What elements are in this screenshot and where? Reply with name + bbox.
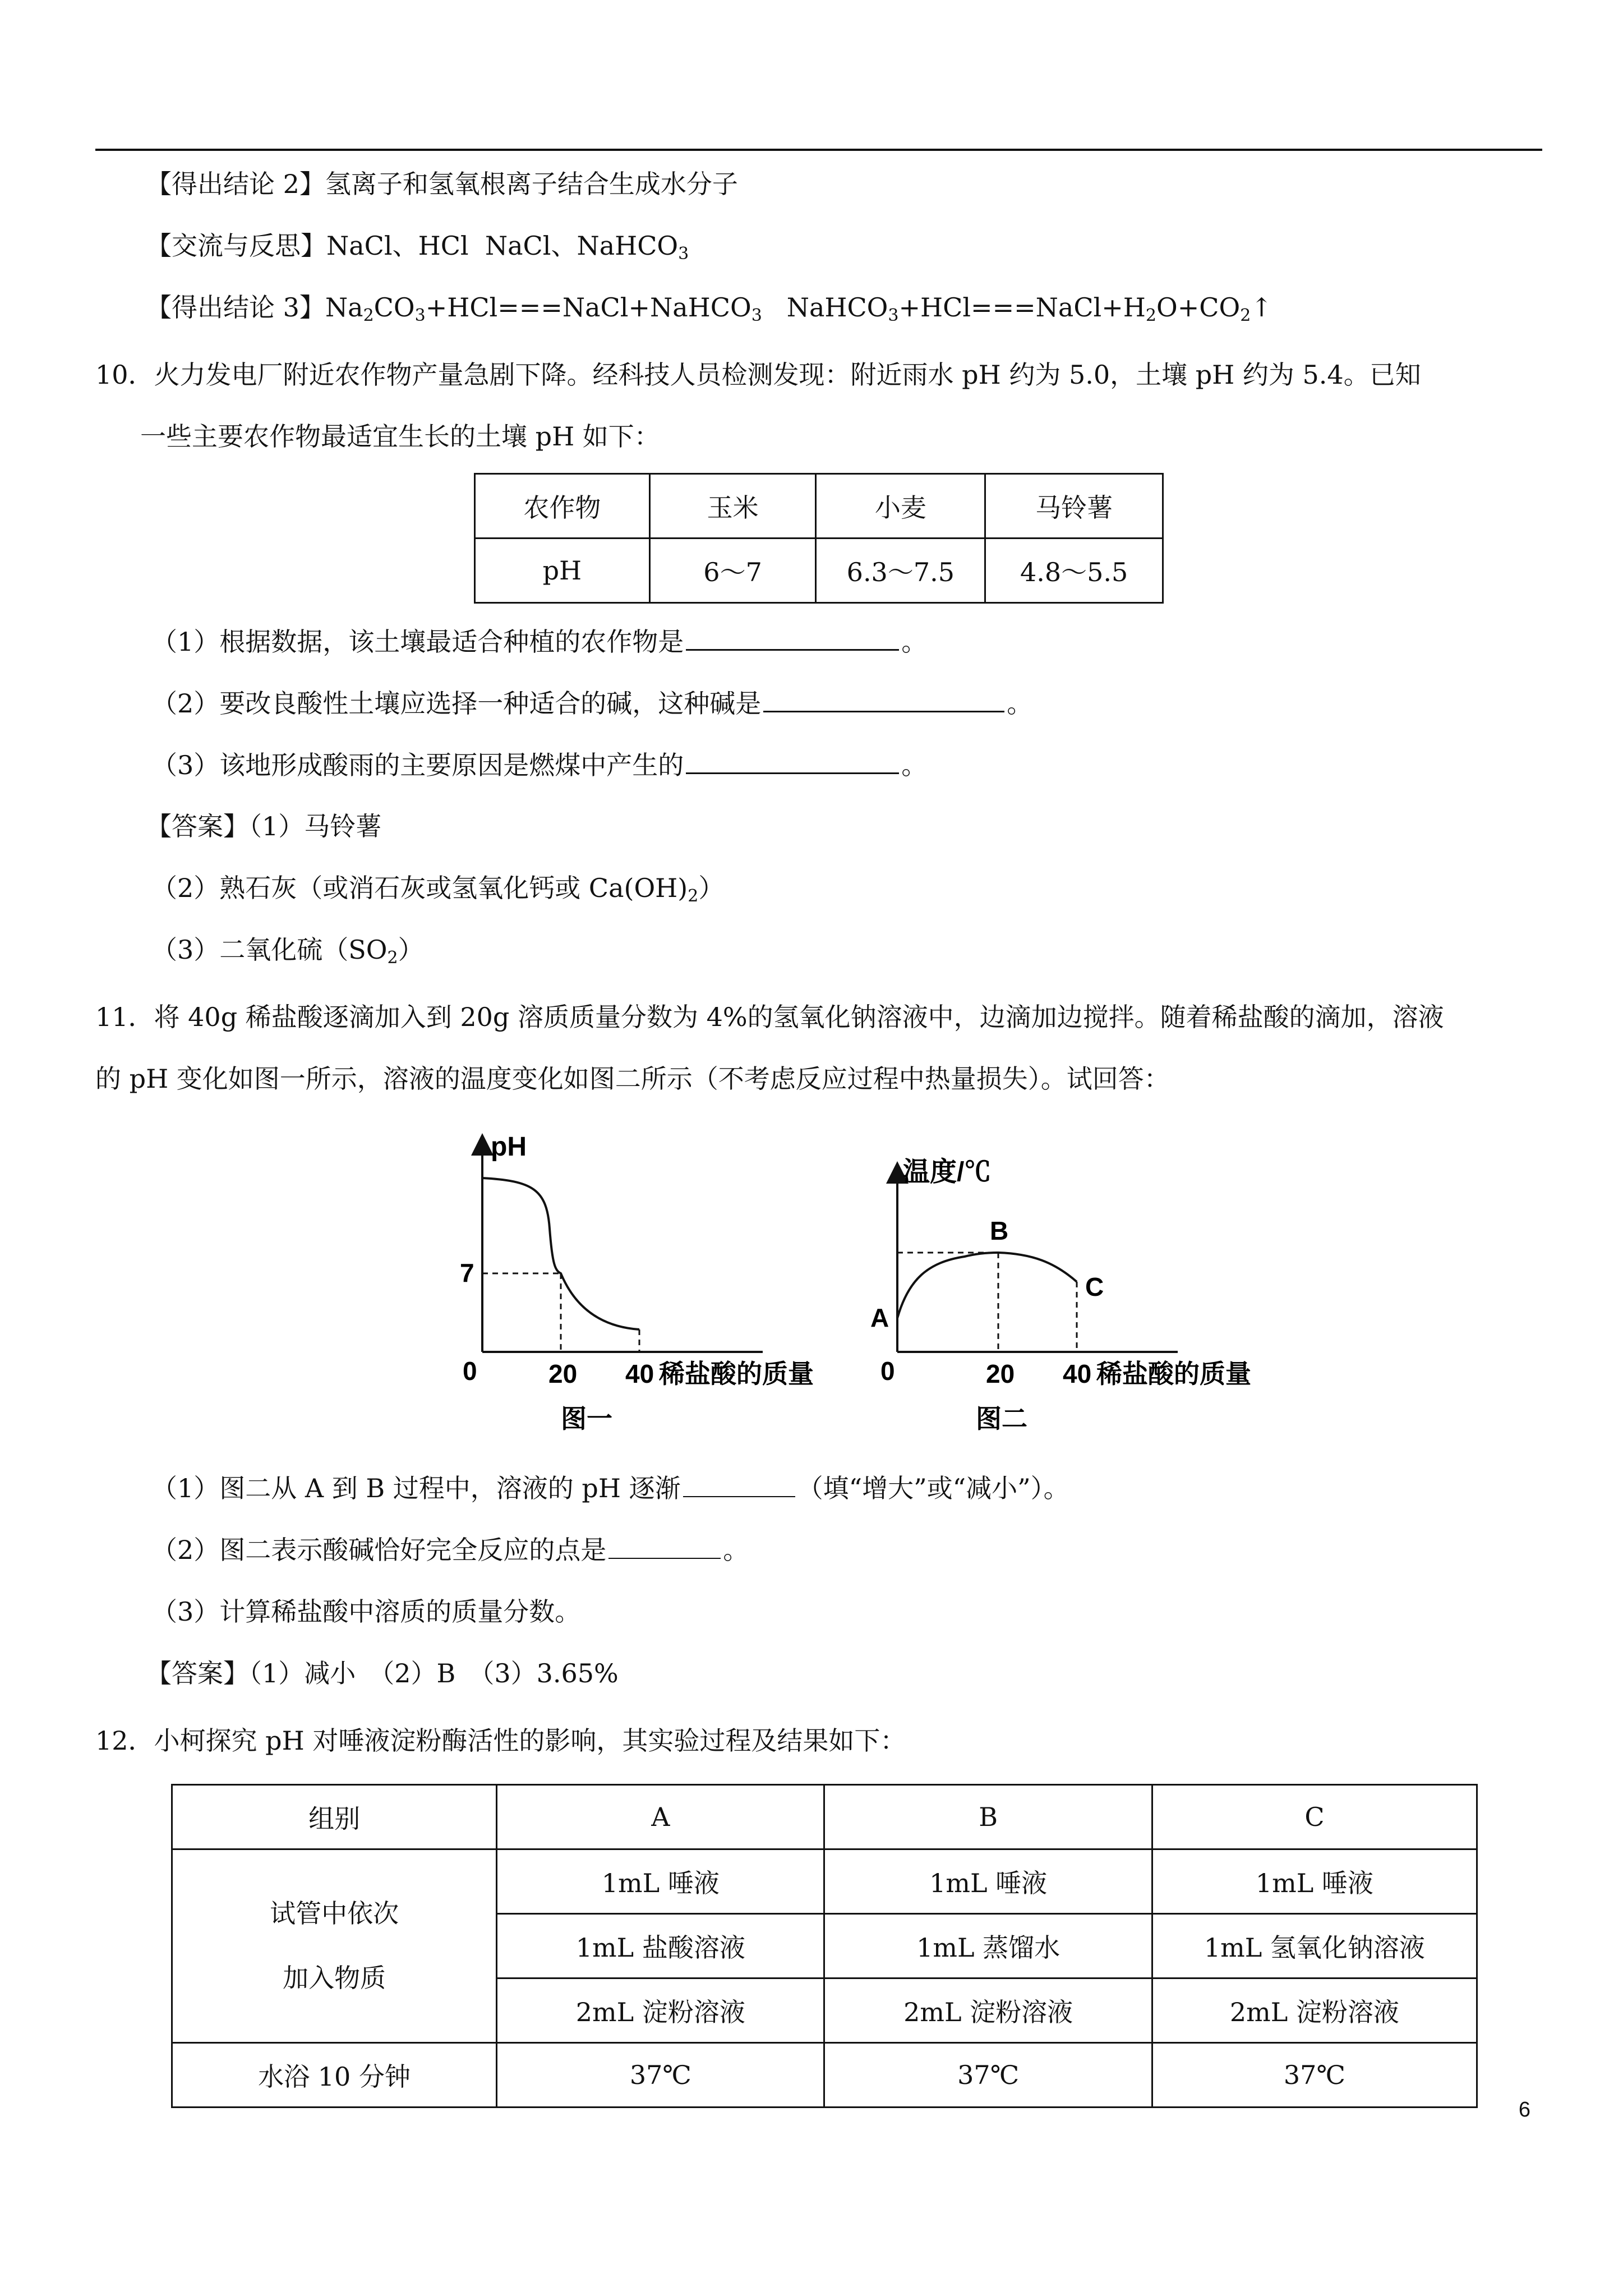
table-cell: 小麦 xyxy=(816,474,985,539)
fig1-xlabel: 稀盐酸的质量 xyxy=(659,1359,814,1388)
answer-blank[interactable] xyxy=(608,1533,721,1559)
fig2-point-c: C xyxy=(1085,1272,1104,1301)
reflection: 【交流与反思】NaCl、HCl NaCl、NaHCO$_3$ xyxy=(146,231,689,264)
q12-experiment-table xyxy=(171,1784,1478,2108)
answer-blank[interactable] xyxy=(686,748,899,774)
conclusion-2: 【得出结论 2】氢离子和氢氧根离子结合生成水分子 xyxy=(146,169,738,199)
q10-sub3: （3）该地形成酸雨的主要原因是燃煤中产生的 。 xyxy=(151,748,927,782)
figure-1-ph-graph xyxy=(449,1128,852,1442)
answer-blank[interactable] xyxy=(686,624,899,651)
table-cell: C xyxy=(1152,1785,1477,1849)
table-row-header: 水浴 10 分钟 xyxy=(172,2043,497,2108)
table-cell: 1mL 蒸馏水 xyxy=(824,1914,1152,1978)
table-cell: 2mL 淀粉溶液 xyxy=(824,1978,1152,2043)
table-cell: A xyxy=(497,1785,824,1849)
fig2-x40: 40 xyxy=(1063,1359,1092,1388)
table-cell: 2mL 淀粉溶液 xyxy=(1152,1978,1477,2043)
table-cell: 37℃ xyxy=(497,2043,824,2108)
fig1-caption: 图一 xyxy=(561,1404,612,1433)
q11-sub1: （1）图二从 A 到 B 过程中，溶液的 pH 逐渐 （填“增大”或“减小”）。 xyxy=(151,1471,1069,1505)
q10-sub1: （1）根据数据，该土壤最适合种植的农作物是 。 xyxy=(151,624,927,659)
q10-stem-line2: 一些主要农作物最适宜生长的土壤 pH 如下： xyxy=(140,421,660,452)
table-cell: 1mL 唾液 xyxy=(497,1849,824,1914)
table-cell: 农作物 xyxy=(475,474,650,539)
fig2-caption: 图二 xyxy=(976,1404,1027,1433)
fig2-ylabel: 温度/℃ xyxy=(903,1157,992,1187)
answer-blank[interactable] xyxy=(763,686,1004,712)
q11-sub2: （2）图二表示酸碱恰好完全反应的点是 。 xyxy=(151,1533,749,1567)
table-cell: 1mL 唾液 xyxy=(824,1849,1152,1914)
table-cell: 6.3～7.5 xyxy=(816,539,985,603)
q10-stem-line1: 10．火力发电厂附近农作物产量急剧下降。经科技人员检测发现：附近雨水 pH 约为 5.0，土壤 pH 约为 5.4。已知 xyxy=(95,360,1421,390)
q10-crop-table xyxy=(474,473,1164,604)
answer-blank[interactable] xyxy=(683,1471,795,1497)
fig2-point-a: A xyxy=(870,1303,889,1332)
table-cell: 1mL 氢氧化钠溶液 xyxy=(1152,1914,1477,1978)
table-cell: 马铃薯 xyxy=(985,474,1163,539)
table-cell: 37℃ xyxy=(1152,2043,1477,2108)
q11-answer: 【答案】（1）减小 （2）B （3）3.65% xyxy=(146,1658,619,1688)
page-number: 6 xyxy=(1518,2098,1530,2122)
conclusion-3: 【得出结论 3】$Na_2CO_3+HCl===NaCl+NaHCO_3$ $NaHCO_3+HCl===NaCl+H_2O+CO_2↑$ xyxy=(146,292,1272,325)
table-cell: 6～7 xyxy=(649,539,816,603)
table-cell: 玉米 xyxy=(649,474,816,539)
table-row-header: 试管中依次 加入物质 xyxy=(172,1849,497,2043)
table-cell: 2mL 淀粉溶液 xyxy=(497,1978,824,2043)
fig2-x20: 20 xyxy=(986,1359,1015,1388)
q10-answer3: （3）二氧化硫$(SO_2)$ xyxy=(151,935,424,968)
fig1-x20: 20 xyxy=(548,1359,578,1388)
figure-2-temperature-graph xyxy=(864,1150,1256,1442)
fig1-origin: 0 xyxy=(463,1356,477,1386)
q11-sub3: （3）计算稀盐酸中溶质的质量分数。 xyxy=(151,1596,581,1627)
q10-answer2: （2）熟石灰（或消石灰或氢氧化钙或 $Ca(OH)_2$） xyxy=(151,873,725,906)
table-cell: pH xyxy=(475,539,650,603)
table-cell: 1mL 盐酸溶液 xyxy=(497,1914,824,1978)
table-cell: 4.8～5.5 xyxy=(985,539,1163,603)
fig2-origin: 0 xyxy=(880,1356,895,1386)
fig2-xlabel: 稀盐酸的质量 xyxy=(1096,1359,1251,1388)
q11-stem-line2: 的 pH 变化如图一所示，溶液的温度变化如图二所示（不考虑反应过程中热量损失）。试回答： xyxy=(95,1064,1170,1094)
table-cell: B xyxy=(824,1785,1152,1849)
header-rule xyxy=(95,149,1542,151)
q10-sub2: （2）要改良酸性土壤应选择一种适合的碱，这种碱是 。 xyxy=(151,686,1032,720)
q10-answer1: 【答案】（1）马铃薯 xyxy=(146,811,382,841)
fig1-y7: 7 xyxy=(460,1258,474,1287)
table-cell: 1mL 唾液 xyxy=(1152,1849,1477,1914)
table-cell: 37℃ xyxy=(824,2043,1152,2108)
q11-stem-line1: 11．将 40g 稀盐酸逐滴加入到 20g 溶质质量分数为 4%的氢氧化钠溶液中，边滴加边搅拌。随着稀盐酸的滴加，溶液 xyxy=(95,1002,1444,1032)
q12-stem: 12．小柯探究 pH 对唾液淀粉酶活性的影响，其实验过程及结果如下： xyxy=(95,1726,906,1756)
fig1-ylabel: pH xyxy=(491,1132,527,1162)
table-cell: 组别 xyxy=(172,1785,497,1849)
fig2-point-b: B xyxy=(990,1216,1009,1245)
fig1-x40: 40 xyxy=(625,1359,654,1388)
